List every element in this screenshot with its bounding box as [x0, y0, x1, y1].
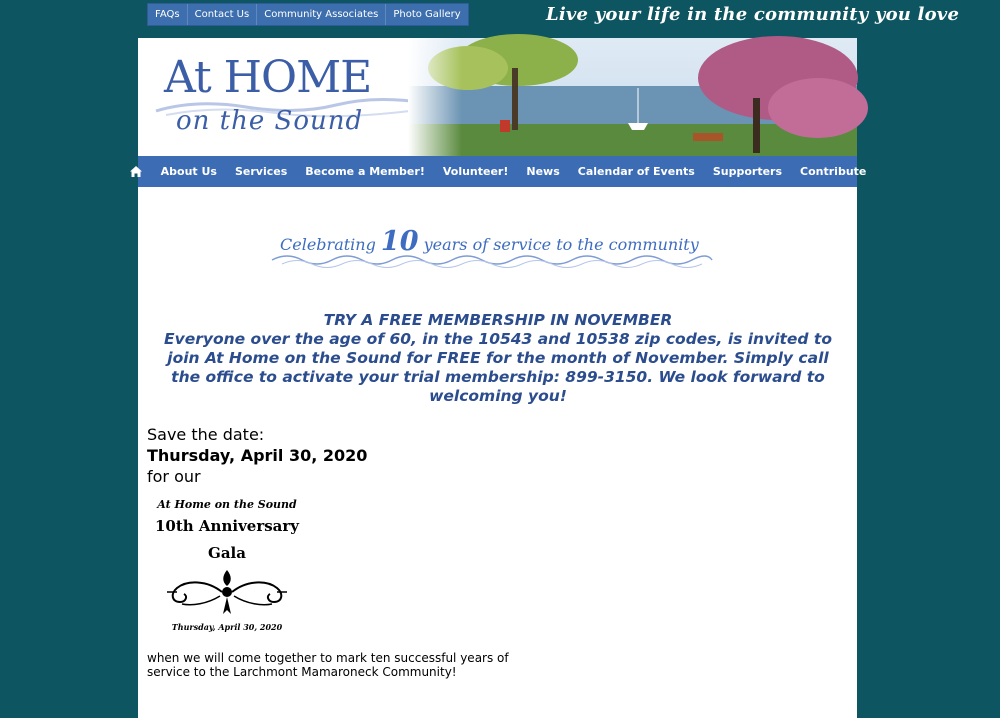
nav-volunteer[interactable]: Volunteer!	[442, 165, 509, 178]
anniversary-number: 10	[380, 226, 419, 257]
gala-card	[152, 496, 302, 632]
save-date: Thursday, April 30, 2020	[147, 446, 368, 465]
harbor-photo	[408, 38, 857, 156]
save-the-date	[147, 424, 367, 487]
logo-title: At HOME	[164, 52, 372, 103]
top-nav-faqs[interactable]: FAQs	[148, 4, 188, 25]
save-line1: Save the date:	[147, 425, 265, 444]
nav-news[interactable]: News	[526, 165, 560, 178]
logo-subtitle: on the Sound	[176, 106, 364, 136]
fleur-ornament-icon	[162, 566, 292, 618]
site-tagline: Live your life in the community you love	[546, 4, 960, 25]
main-panel	[138, 38, 867, 718]
promo-body: Everyone over the age of 60, in the 10543 and 10538 zip codes, is invited to join At Home on the Sound for FREE for the month of November. Simply call the office to activate your trial membership: 899-3150. We look forward to welcoming you!	[164, 330, 832, 405]
top-nav-contact-us[interactable]: Contact Us	[188, 4, 258, 25]
gala-title: 10th Anniversary	[154, 517, 300, 535]
top-nav-photo-gallery[interactable]: Photo Gallery	[393, 9, 461, 20]
nav-contribute[interactable]: Contribute	[800, 165, 867, 178]
nav-supporters[interactable]: Supporters	[712, 165, 783, 178]
free-membership-promo	[158, 311, 838, 406]
header-banner	[138, 38, 857, 156]
nav-become-member[interactable]: Become a Member!	[305, 165, 425, 178]
anniversary-suffix: years of service to the community	[418, 235, 699, 254]
main-nav	[138, 156, 867, 187]
closing-text: when we will come together to mark ten successful years of service to the Larchmont Mamaroneck Community!	[147, 651, 509, 679]
gala-date: Thursday, April 30, 2020	[171, 622, 283, 632]
top-utility-nav	[147, 3, 469, 26]
promo-heading: TRY A FREE MEMBERSHIP IN NOVEMBER	[323, 311, 673, 329]
nav-calendar-of-events[interactable]: Calendar of Events	[577, 165, 695, 178]
wave-decoration	[272, 252, 712, 268]
top-nav-community-associates[interactable]: Community Associates	[257, 4, 386, 25]
anniversary-prefix: Celebrating	[280, 235, 381, 254]
gala-org: At Home on the Sound	[157, 498, 297, 511]
nav-services[interactable]: Services	[234, 165, 288, 178]
home-icon	[130, 166, 142, 177]
nav-home[interactable]	[120, 166, 152, 177]
anniversary-banner	[272, 220, 712, 270]
gala-event: Gala	[208, 544, 246, 562]
save-line3: for our	[147, 467, 201, 486]
nav-about-us[interactable]: About Us	[160, 165, 217, 178]
